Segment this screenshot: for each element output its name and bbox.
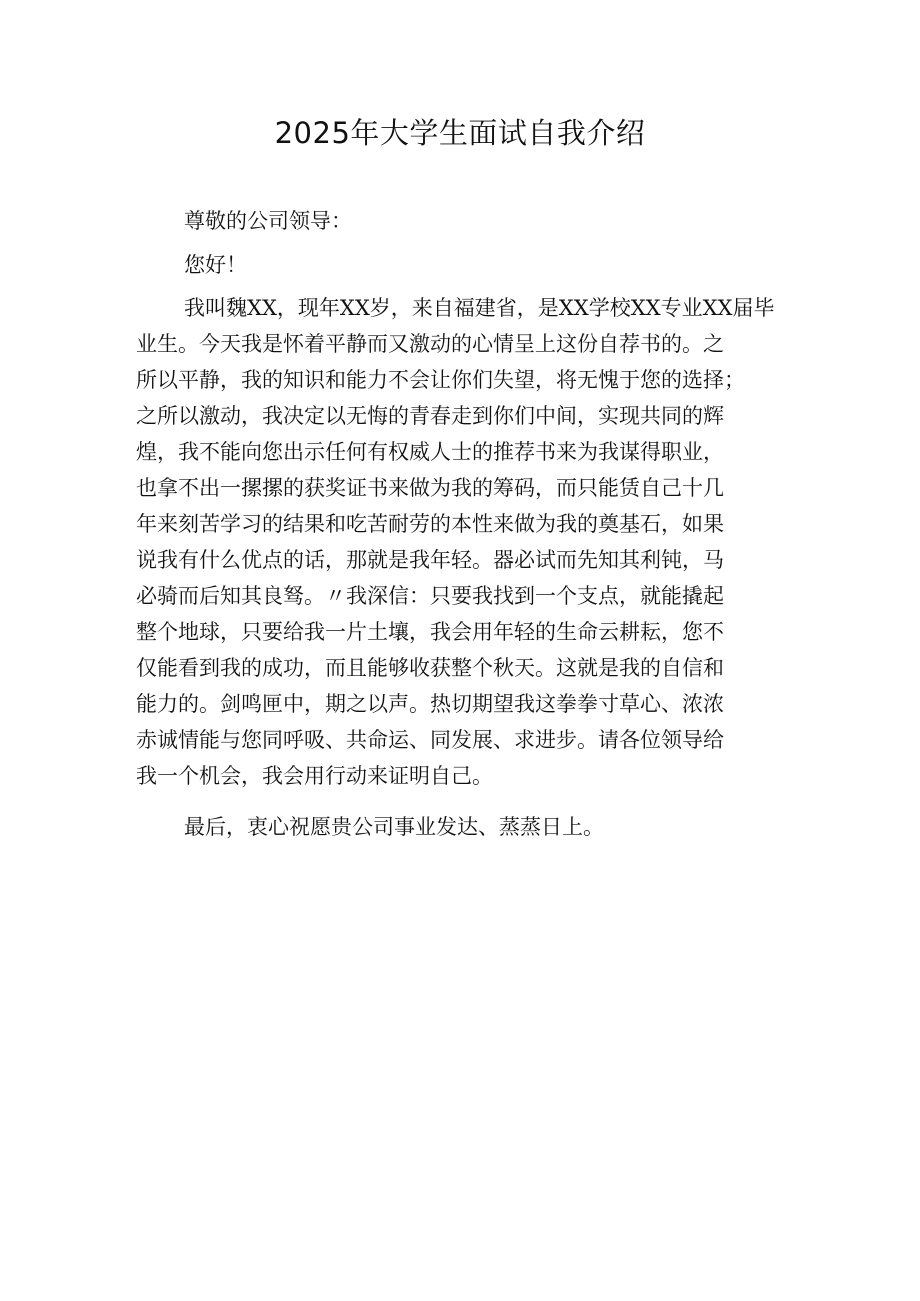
greeting-paragraph: 您好！ — [184, 253, 247, 277]
main-paragraph-line: 所以平静，我的知识和能力不会让你们失望，将无愧于您的选择； — [136, 368, 745, 392]
main-paragraph — [136, 292, 788, 796]
main-paragraph-line: 仅能看到我的成功，而且能够收获整个秋天。这就是我的自信和 — [136, 656, 724, 680]
closing-paragraph: 最后，衷心祝愿贵公司事业发达、蒸蒸日上。 — [184, 815, 604, 839]
main-paragraph-line: 我一个机会，我会用行动来证明自己。 — [136, 764, 493, 788]
main-paragraph-line: 必骑而后知其良驽。〃我深信：只要我找到一个支点，就能撬起 — [136, 584, 724, 608]
main-paragraph-line: 之所以激动，我决定以无悔的青春走到你们中间，实现共同的辉 — [136, 404, 724, 428]
main-paragraph-line: 能力的。剑鸣匣中，期之以声。热切期望我这拳拳寸草心、浓浓 — [136, 692, 724, 716]
main-paragraph-line: 业生。今天我是怀着平静而又激动的心情呈上这份自荐书的。之 — [136, 332, 724, 356]
main-paragraph-line: 也拿不出一摞摞的获奖证书来做为我的筹码，而只能赁自己十几 — [136, 476, 724, 500]
main-paragraph-line: 煌，我不能向您出示任何有权威人士的推荐书来为我谋得职业， — [136, 440, 724, 464]
main-paragraph-line: 年来刻苦学习的结果和吃苦耐劳的本性来做为我的奠基石，如果 — [136, 512, 724, 536]
document-body — [136, 203, 788, 845]
salutation-paragraph: 尊敬的公司领导： — [184, 209, 352, 233]
document-title: 2025年大学生面试自我介绍 — [274, 116, 646, 150]
main-paragraph-line: 我叫魏XX，现年XX岁，来自福建省，是XX学校XX专业XX届毕 — [184, 296, 775, 320]
main-paragraph-line: 赤诚情能与您同呼吸、共命运、同发展、求进步。请各位领导给 — [136, 728, 724, 752]
main-paragraph-line: 说我有什么优点的话，那就是我年轻。器必试而先知其利钝，马 — [136, 548, 724, 572]
main-paragraph-line: 整个地球，只要给我一片土壤，我会用年轻的生命云耕耘，您不 — [136, 620, 724, 644]
